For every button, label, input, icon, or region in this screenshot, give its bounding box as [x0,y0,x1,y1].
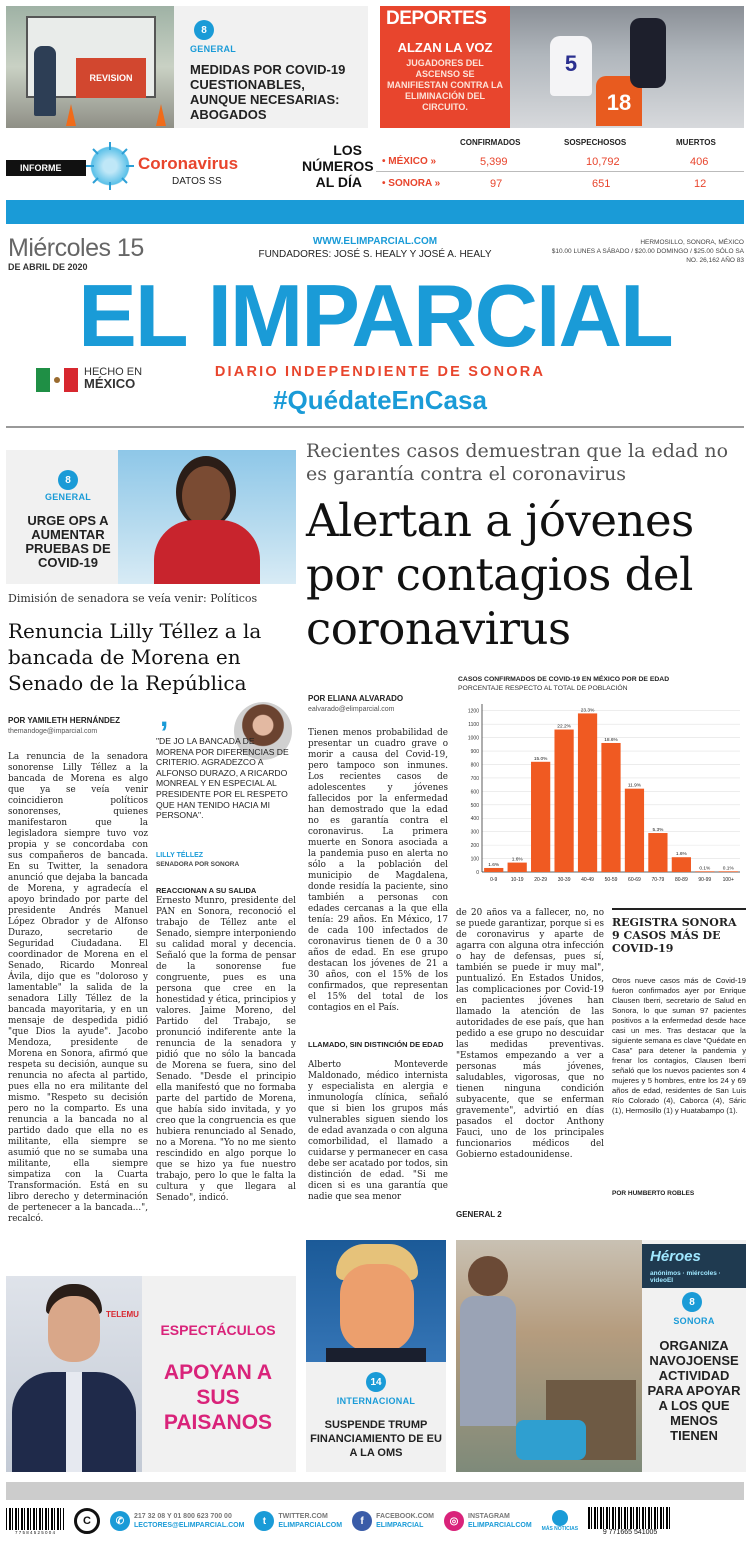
bar [695,871,714,872]
blue-band [6,200,744,224]
data-label: 15.0% [533,756,548,762]
data-label: 1.6% [488,862,500,868]
lilly-kicker: Dimisión de senadora se veía venir: Políticos [8,592,258,605]
y-tick-label: 100 [470,856,479,863]
trump-photo [306,1240,446,1362]
x-tick-label: 60-69 [628,877,641,883]
data-label: 0.1% [699,866,711,872]
facebook-icon: f [352,1511,372,1531]
masthead-day: Miércoles 15 [8,234,144,262]
chart-plot [456,700,746,892]
coronavirus-title: Coronavirus [138,154,239,173]
data-label: 23.3% [580,708,595,714]
teaser-headline[interactable]: MEDIDAS POR COVID-19 CUESTIONABLES, AUNQUE NECESARIAS: ABOGADOS [190,62,346,122]
virus-icon [86,142,134,190]
ops-headline[interactable]: URGE OPS A AUMENTAR PRUEBAS DE COVID-19 [25,513,111,570]
stats-table: CONFIRMADOS SOSPECHOSOS MUERTOS • MÉXICO » 5,399 10,792 406 • SONORA » 97 651 12 [376,138,744,198]
telemundo-logo: TELEMU [106,1310,139,1319]
registra-byline: POR HUMBERTO ROBLES [612,1190,695,1197]
bar [578,713,597,872]
hashtag: #QuédateEnCasa [273,385,487,415]
data-label: 0.1% [722,866,734,872]
ops-photo [118,450,296,584]
footer-band [6,1482,744,1500]
footer-contact[interactable]: ✆ 217 32 08 Y 01 800 623 700 00 LECTORES@ELIMPARCIAL.COM [110,1511,244,1531]
continue-link[interactable]: GENERAL 2 [456,1210,502,1219]
x-tick-label: 10-19 [510,877,524,883]
hecho-en-mexico: HECHO EN MÉXICO [84,366,143,391]
y-tick-label: 300 [470,829,479,836]
teaser-section: GENERAL [190,44,237,54]
bar [672,857,691,872]
x-tick-label: 0-9 [490,877,498,883]
esp-headline[interactable]: APOYAN A SUS PAISANOS [163,1361,273,1434]
founders: FUNDADORES: JOSÉ S. HEALY Y JOSÉ A. HEALY [258,249,492,260]
data-label: 5.3% [652,828,664,834]
mexico-flag [36,368,78,392]
bar [601,743,620,872]
espectaculos-photo [6,1276,142,1472]
phone-icon: ✆ [110,1511,130,1531]
navo-headline[interactable]: ORGANIZA NAVOJOENSE ACTIVIDAD PARA APOYAR A LOS QUE MENOS TIENEN [647,1338,741,1443]
main-byline: POR ELIANA ALVARADO [308,694,404,703]
bar [648,833,667,872]
registra-headline[interactable]: REGISTRA SONORA 9 CASOS MÁS DE COVID-19 [612,916,737,955]
main-subhead: LLAMADO, SIN DISTINCIÓN DE EDAD [308,1040,444,1049]
y-tick-label: 500 [470,802,479,809]
page-number-badge: 8 [194,20,214,40]
top-teaser-general[interactable] [6,6,368,128]
bar [554,730,573,872]
masthead-divider [6,426,744,428]
y-tick-label: 400 [470,816,479,823]
footer-instagram[interactable]: ◎ INSTAGRAM ELIMPARCIALCOM [444,1511,532,1531]
x-tick-label: 30-39 [557,877,571,883]
esp-section: ESPECTÁCULOS [160,1322,276,1338]
barcode-right: 9 771665 541005 [588,1507,672,1535]
quote-role: SENADORA POR SONORA [156,861,240,868]
y-tick-label: 600 [470,789,479,796]
navo-section: SONORA [673,1316,715,1326]
navojoa-teaser[interactable] [456,1240,746,1472]
newspaper-logo: EL IMPARCIAL [78,266,672,365]
bar [531,762,550,872]
x-tick-label: 100+ [722,877,734,883]
main-headline[interactable]: Alertan a jóvenes por contagios del coronavirus [306,494,694,655]
edition-info: HERMOSILLO, SONORA, MÉXICO $10.00 LUNES A SÁBADO / $20.00 DOMINGO / $25.00 SÓLO SA NO. 26,162 AÑO 83 [551,239,744,264]
x-tick-label: 40-49 [581,877,594,883]
chart-subtitle: PORCENTAJE RESPECTO AL TOTAL DE POBLACIÓN [458,685,628,692]
quote-author: LILLY TÉLLEZ [156,852,204,859]
espectaculos-teaser[interactable] [6,1276,296,1472]
lilly-headline[interactable]: Renuncia Lilly Téllez a la bancada de Morena en Senado de la República [8,619,262,695]
main-kicker: Recientes casos demuestran que la edad no es garantía contra el coronavirus [306,440,729,485]
y-tick-label: 900 [470,749,479,756]
lilly-column-2: Ernesto Munro, presidente del PAN en Sonora, reconoció el trabajo de Téllez ante el Senado, siempre interponiendo su calidad moral y decencia. Señaló que la forma de pensar de la sonorense fue congruente, pues es una persona que cree en la honestidad y ética, principios y valores. Jaime Moreno, del Partido del Trabajo, se pronunció indiferente ante la renuncia de la senadora y pidió que no sólo la bancada de Morena se fuera, sino del Senado. "Desde el principio ella manifestó que no formaba parte del partido de Morena, que había sido invitada, y yo creo que la congruencia es que hubiera renunciado al Senado, no a Morena. "Yo no me siento rescindido en algo porque lo que se hizo ya fue nuestro trabajo, pero lo que le falta la cultura y que llegara al Senado", indicó. [156,896,296,1203]
registra-body: Otros nueve casos más de Covid-19 fueron confirmados ayer por Enrique Clausen Iberri, secretario de Salud en Sonora, lo que suman 97 pacientes positivos a la enfermedad desde hace casi un mes. Tras destacar que la siguiente semana es clave "Quédate en Casa" para detener la pandemia y frenar los contagios, Clausen Iberri señaló que los nuevos pacientes son 4 mujeres y 5 hombres, entre los 24 y 69 años de edad, residentes de San Luis Río Colorado (4), Caborca (4), Sáric (1), Hermosillo (1) y Huatabampo (1). [612,976,746,1115]
main-column-2: de 20 años va a fallecer, no, no se puede garantizar, porque si es de coronavirus y aparte de agarra con alguna otra infección o hay de defensas, pues sí, también se puede ir muy mal", puntualizó. En Estados Unidos, las complicaciones por Covid-19 en pacientes jóvenes han llamado la atención de las autoridades de ese país, que han pedido a ese grupo no descuidar las medidas preventivas. "Estamos empezando a ver a personas más jóvenes, saludables, vigorosas, que no tienen ninguna condición subyacente, que se enferman gravemente", advirtió en días pasados el doctor Anthony Fauci, uno de los principales funcionarios médicos del Gobierno estadounidense. [456,908,604,1160]
barcode-left: 7 7 5 8 4 5 2 5 0 0 4 [6,1508,64,1534]
trump-teaser[interactable] [306,1240,446,1472]
page-number-badge: 8 [682,1292,702,1312]
lilly-quote: "DE JO LA BANCADA DE MORENA POR DIFERENCIAS DE CRITERIO. AGRADEZCO A ALFONSO DURAZO, A RICARDO MONREAL Y EN ESPECIAL AL PRESIDENTE POR EL RESPETO QUE HAN TENIDO HACIA MI PERSONA". [156,736,289,821]
footer-twitter[interactable]: t TWITTER.COM ELIMPARCIALCOM [254,1511,342,1531]
informe-tag: INFORME [6,160,86,176]
registra-box [612,908,746,1218]
x-tick-label: 70-79 [651,877,665,883]
heroes-banner: Héroes anónimos · miércoles · videoEI [642,1244,746,1288]
lilly-column-1: La renuncia de la senadora sonorense Lilly Téllez a la bancada de Morena es algo que ya se veía venir coincidieron políticos sonorenses, quienes manifestaron que la legisladora siempre tuvo voz propia y se concordaba con sus compañeros de bancada. En su Twitter, la senadora anunció que dejaba la bancada de Morena, y agradecía el apoyo brindado por parte del presidente Andrés Manuel López Obrador y de Alfonso Durazo, secretario de Seguridad Ciudadana. El coordinador de Morena en el Senado, Ricardo Monreal Ávila, dijo que es "doloroso y lamentable" la salida de la senadora Lilly Téllez de la bancada mayoritaria, y en un mensaje de despedida pidió "que Dios la ayude". Jacobo Mendoza, presidente de Morena en Sonora, afirmó que respeta su decisión, aunque su renuncia no afecta al partido, pues ella no era militante del mismo. "Respeto su decisión pero no la comparto. Es una renuncia a la bancada no al partido dado que ella no es militante, ella siempre se asumió que no se sumaba una militante, ella siempre simpatiza con la Cuarta Transformación. Está en su libro derecho y determinación de pertenecer a la bancada...", recalcó. [8,752,148,1224]
footer [6,1506,744,1536]
stats-row-label: • SONORA » [382,178,441,189]
datos-ss: DATOS SS [172,176,222,187]
bar [484,868,503,872]
main-email: ealvarado@elimparcial.com [308,706,395,713]
paper-logo-icon: C [74,1508,100,1534]
y-tick-label: 800 [470,762,479,769]
teaser-photo-checkpoint [6,6,174,128]
instagram-icon: ◎ [444,1511,464,1531]
top-teaser-deportes[interactable] [380,6,744,128]
y-tick-label: 1100 [468,722,479,729]
tagline: DIARIO INDEPENDIENTE DE SONORA [214,364,546,380]
chart-title: CASOS CONFIRMADOS DE COVID-19 EN MÉXICO POR DE EDAD [458,676,670,683]
bar [625,789,644,872]
lilly-email: themandoge@imparcial.com [8,728,98,735]
bar [719,871,738,872]
lilly-byline: POR YAMILETH HERNÁNDEZ [8,716,121,725]
data-label: 18.6% [604,737,618,743]
qr-code[interactable]: MÁS NOTICIAS [542,1510,578,1532]
y-tick-label: 700 [470,775,479,782]
trump-section: INTERNACIONAL [336,1396,416,1406]
main-column-1b: Alberto Monteverde Maldonado, médico internista y especialista en alergia e inmunología clínica, señaló que si bien los grupos más vulnerables siguen siendo los de edad avanzada o con alguna comorbilidad, el llamado a cuidarse y permanecer en casa debe ser acatado por todos, sin distinción de edad. "Si me dicen si es una garantía que nadie que sea menor [308,1060,448,1202]
informe-box [6,138,372,198]
quote-mark-icon: , [160,700,169,733]
ops-section: GENERAL [44,492,92,502]
deportes-label: DEPORTES ALZAN LA VOZ JUGADORES DEL ASCENSO SE MANIFIESTAN CONTRA LA ELIMINACIÓN DEL CIRCUITO. [380,6,510,128]
qr-icon [552,1510,568,1526]
page-number-badge: 14 [366,1372,386,1392]
trump-headline[interactable]: SUSPENDE TRUMP FINANCIAMIENTO DE EU A LA OMS [310,1419,442,1459]
twitter-icon: t [254,1511,274,1531]
bar [508,863,527,872]
lilly-subhead: REACCIONAN A SU SALIDA [156,886,257,895]
stats-row-label: • MÉXICO » [382,156,437,167]
y-tick-label: 200 [470,843,479,850]
x-tick-label: 90-99 [698,877,712,883]
soccer-photo: 5 18 [510,6,744,128]
navojoa-photo [456,1240,642,1472]
data-label: 22.2% [557,724,571,730]
masthead-date: DE ABRIL DE 2020 [8,262,88,272]
website-link[interactable]: WWW.ELIMPARCIAL.COM [312,236,438,247]
main-column-1: Tienen menos probabilidad de presentar un cuadro grave o morir a causa del Covid-19, pero tampoco son inmunes. Los recientes casos de adolescentes y jóvenes fallecidos por la enfermedad han demostrado que la edad no es garantía contra el coronavirus. La primera muerte en Sonora asociada a la pandemia puso en alerta no sólo a la población del municipio de Magdalena, donde residía la paciente, sino también a personas con edades cercanas a la que ella tenía: 29 años. En México, 17 de cada 100 infectados de coronavirus tienen de 0 a 30 años de edad. En ese grupo destacan los jóvenes de 21 a 30 años, con el 15% de los confirmados, que representan el 15% del total de los contagios en el País. [308,728,448,1013]
y-tick-label: 0 [476,870,479,876]
revision-sign: REVISION [76,58,146,98]
data-label: 11.9% [627,783,642,789]
page-number-badge: 8 [58,470,78,490]
x-tick-label: 80-89 [674,877,688,883]
y-tick-label: 1200 [467,708,479,715]
x-tick-label: 20-29 [534,877,548,883]
data-label: 1.6% [675,852,687,858]
los-numeros: LOS NÚMEROS AL DÍA [302,142,374,190]
data-label: 1.6% [511,857,523,863]
y-tick-label: 1000 [467,735,479,742]
ops-teaser[interactable] [6,450,296,584]
x-tick-label: 50-59 [604,877,618,883]
age-chart [456,676,746,892]
footer-facebook[interactable]: f FACEBOOK.COM ELIMPARCIAL [352,1511,434,1531]
